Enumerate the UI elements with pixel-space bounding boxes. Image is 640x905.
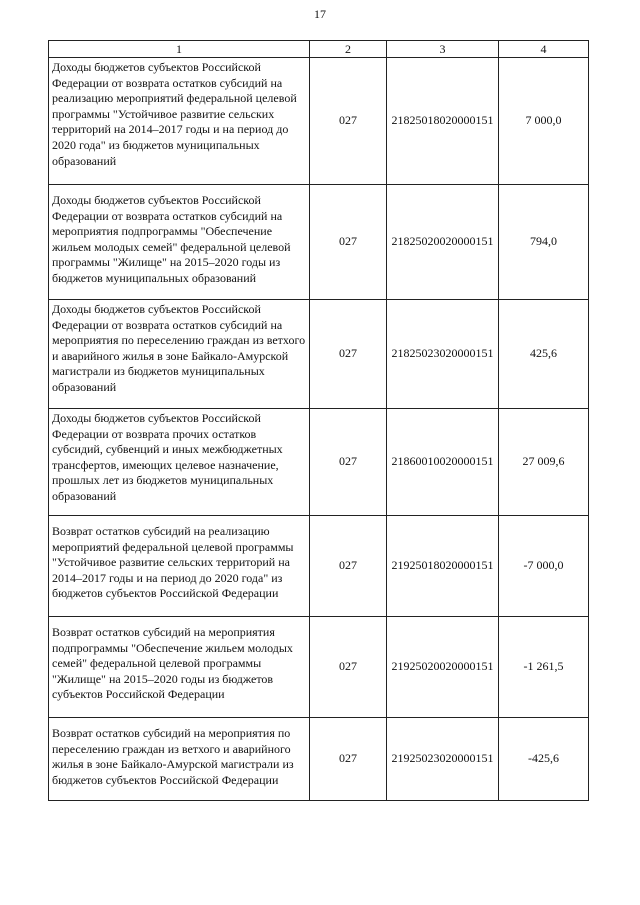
row-amount: -7 000,0 (499, 516, 589, 617)
row-amount: 27 009,6 (499, 409, 589, 516)
row-description: Доходы бюджетов субъектов Российской Федерации от возврата остатков субсидий на мероприятия подпрограммы "Обеспечение жильем молодых семей" федеральной целевой программы "Жилище" на 2015–2020 годы из бюджетов муниципальных образований (49, 185, 310, 300)
column-header: 2 (310, 41, 387, 58)
row-admin-code: 027 (310, 617, 387, 718)
table-row (49, 617, 589, 718)
table-row (49, 300, 589, 409)
row-description: Возврат остатков субсидий на мероприятия подпрограммы "Обеспечение жильем молодых семей" федеральной целевой программы "Жилище" на 2015–2020 годы из бюджетов субъектов Российской Федерации (49, 617, 310, 718)
row-admin-code: 027 (310, 409, 387, 516)
column-header: 1 (49, 41, 310, 58)
row-kbk-code: 21925020020000151 (387, 617, 499, 718)
row-kbk-code: 21825018020000151 (387, 58, 499, 185)
row-kbk-code: 21825023020000151 (387, 300, 499, 409)
table-row (49, 185, 589, 300)
row-description: Возврат остатков субсидий на реализацию мероприятий федеральной целевой программы "Устойчивое развитие сельских территорий на 2014–2017 годы и на период до 2020 года" из бюджетов субъектов Российской Федерации (49, 516, 310, 617)
row-amount: -425,6 (499, 718, 589, 801)
row-admin-code: 027 (310, 185, 387, 300)
page-number: 17 (314, 7, 326, 21)
row-amount: 425,6 (499, 300, 589, 409)
row-admin-code: 027 (310, 300, 387, 409)
row-kbk-code: 21925018020000151 (387, 516, 499, 617)
row-kbk-code: 21860010020000151 (387, 409, 499, 516)
row-kbk-code: 21925023020000151 (387, 718, 499, 801)
table-row (49, 718, 589, 801)
column-header: 3 (387, 41, 499, 58)
row-admin-code: 027 (310, 718, 387, 801)
row-kbk-code: 21825020020000151 (387, 185, 499, 300)
table-row (49, 516, 589, 617)
table-row (49, 409, 589, 516)
row-description: Доходы бюджетов субъектов Российской Федерации от возврата остатков субсидий на реализацию мероприятий федеральной целевой программы "Устойчивое развитие сельских территорий на 2014–2017 годы и на период до 2020 года" из бюджетов муниципальных образований (49, 58, 310, 185)
row-admin-code: 027 (310, 58, 387, 185)
row-amount: 7 000,0 (499, 58, 589, 185)
table-header-row (49, 41, 589, 58)
table-row (49, 58, 589, 185)
column-header: 4 (499, 41, 589, 58)
row-amount: 794,0 (499, 185, 589, 300)
row-admin-code: 027 (310, 516, 387, 617)
row-amount: -1 261,5 (499, 617, 589, 718)
row-description: Доходы бюджетов субъектов Российской Федерации от возврата остатков субсидий на мероприятия по переселению граждан из ветхого и аварийного жилья в зоне Байкало-Амурской магистрали из бюджетов муниципальных образований (49, 300, 310, 409)
row-description: Возврат остатков субсидий на мероприятия по переселению граждан из ветхого и аварийного жилья в зоне Байкало-Амурской магистрали из бюджетов субъектов Российской Федерации (49, 718, 310, 801)
row-description: Доходы бюджетов субъектов Российской Федерации от возврата прочих остатков субсидий, субвенций и иных межбюджетных трансфертов, имеющих целевое назначение, прошлых лет из бюджетов муниципальных образований (49, 409, 310, 516)
budget-table (48, 40, 589, 801)
